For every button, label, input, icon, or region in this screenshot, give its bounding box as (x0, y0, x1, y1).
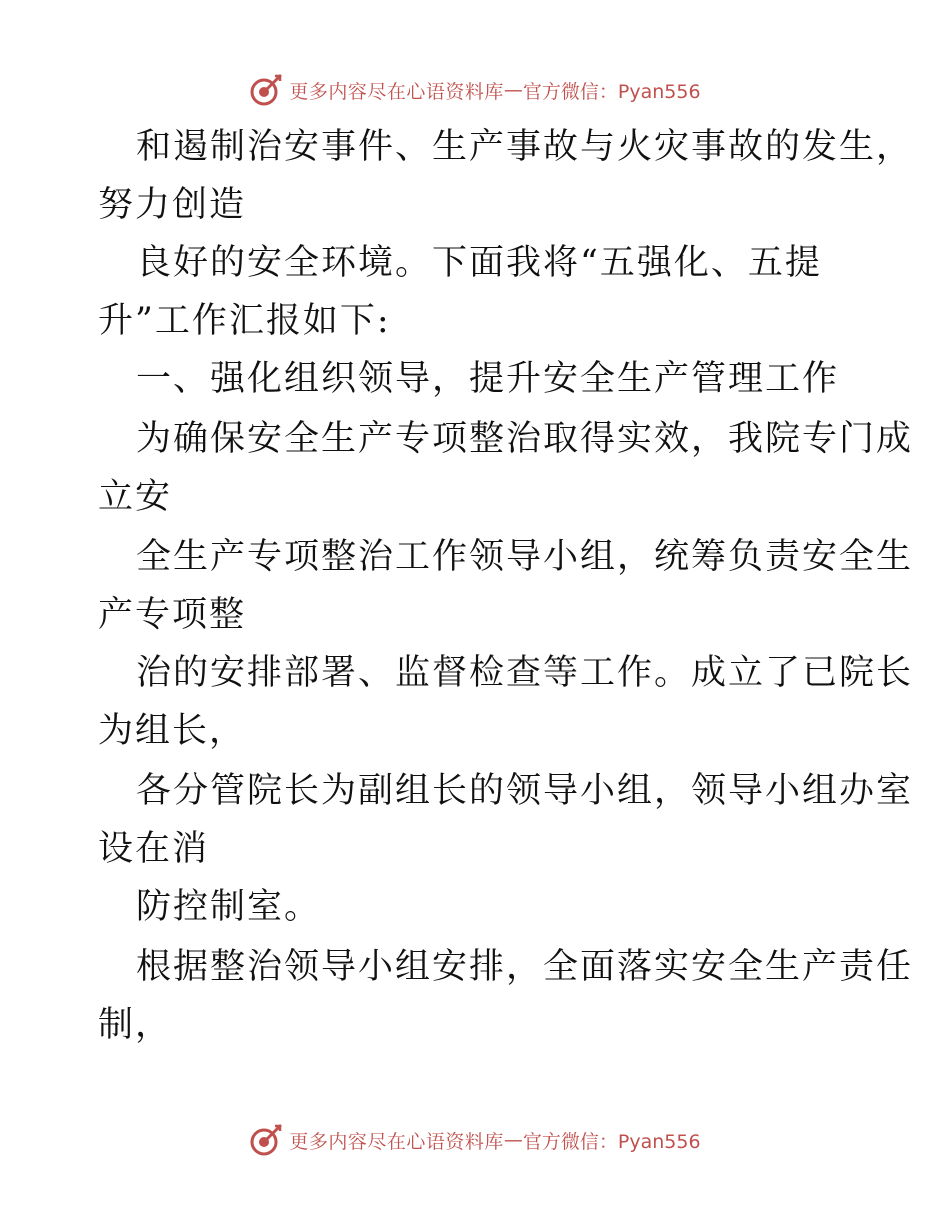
banner-wechat: 官方微信：Pyan556 (522, 1130, 701, 1153)
text-line: 产专项整 (98, 595, 247, 635)
banner-title: 更多内容尽在心语资料库 (289, 1130, 504, 1153)
header-watermark (0, 70, 950, 110)
text-line: 防控制室。 (136, 887, 322, 927)
footer-watermark (0, 1120, 950, 1160)
text-line: 全生产专项整治工作领导小组，统筹负责安全生 (136, 537, 914, 577)
logo-icon (249, 1123, 283, 1157)
text-line: 治的安排部署、监督检查等工作。成立了已院长 (136, 653, 914, 693)
banner-wechat: 官方微信：Pyan556 (522, 80, 701, 103)
text-line: 和遏制治安事件、生产事故与火灾事故的发生， (136, 127, 914, 167)
text-line: 良好的安全环境。下面我将“五强化、五提 (136, 243, 822, 283)
text-line: 各分管院长为副组长的领导小组，领导小组办室 (136, 771, 914, 811)
text-line: 制， (98, 1005, 173, 1045)
text-line: 设在消 (98, 829, 210, 869)
banner-title: 更多内容尽在心语资料库 (289, 80, 504, 103)
text-line: 立安 (98, 477, 173, 517)
banner-dash: — (503, 79, 523, 101)
text-line: 努力创造 (98, 185, 247, 225)
text-line: 为组长， (98, 711, 247, 751)
section-heading: 一、强化组织领导，提升安全生产管理工作 (136, 359, 840, 399)
text-line: 根据整治领导小组安排，全面落实安全生产责任 (136, 947, 914, 987)
logo-icon (249, 73, 283, 107)
text-line: 为确保安全生产专项整治取得实效，我院专门成 (136, 419, 914, 459)
text-line: 升”工作汇报如下: (98, 301, 391, 341)
banner-dash: — (503, 1129, 523, 1151)
